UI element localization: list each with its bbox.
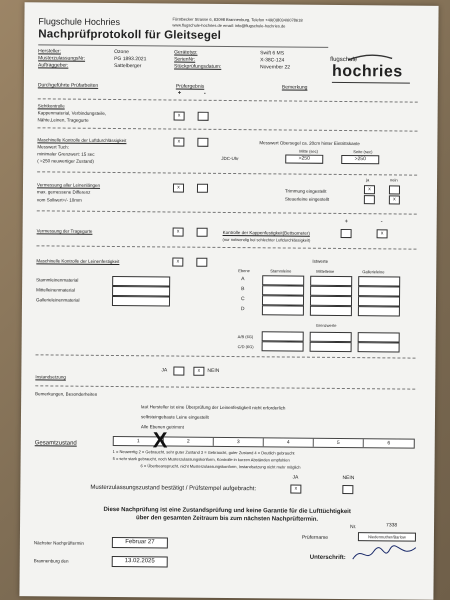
minus-header: - bbox=[203, 90, 206, 97]
steuerleine-label: Steuerleine eingestellt bbox=[284, 196, 330, 202]
instand-nein-checkbox[interactable]: x bbox=[193, 367, 204, 376]
bemerkung-line-1: laut Hersteller ist eine Überprüfung der Leinenfestigkeit nicht erforderlich bbox=[141, 404, 286, 411]
grid-b-gall[interactable] bbox=[358, 286, 400, 296]
ab-label: A/B (6G) bbox=[237, 334, 254, 340]
grenz-ab-stamm[interactable] bbox=[262, 331, 304, 341]
grid-a-gall[interactable] bbox=[358, 276, 400, 286]
ja-label: ja bbox=[366, 177, 370, 183]
stueckpruefung-label: Stückprüfungsdatum: bbox=[174, 63, 222, 70]
steuer-nein-checkbox[interactable]: x bbox=[389, 195, 400, 204]
gesamt-legend-2: 5 = sehr stark gebraucht, noch Musterzulassungskonform, Kontrolle in kurzen Abständen empfohlen bbox=[112, 455, 290, 463]
istwerte-label: Istwerte bbox=[312, 258, 329, 264]
naechster-termin-field[interactable]: Februar 27 bbox=[112, 537, 168, 548]
scale-cell-3[interactable]: 3 bbox=[214, 438, 264, 446]
vermessung-plus-checkbox[interactable]: x bbox=[173, 184, 184, 193]
address-line-1: Fürstbecker Strasse 6, 83098 Brannenburg, Telefon +49(0)8034/6078618 bbox=[172, 16, 303, 23]
tragegurte-minus-checkbox[interactable] bbox=[197, 228, 208, 237]
luft-plus-checkbox[interactable]: x bbox=[173, 138, 184, 147]
scale-cell-6[interactable]: 6 bbox=[387, 440, 391, 447]
bemerkung-line-2: selbsteingebaute Leine eingestellt bbox=[140, 414, 209, 420]
trimmung-nein-checkbox[interactable] bbox=[389, 185, 400, 194]
divider bbox=[35, 385, 415, 389]
bestaetigt-label: Musterzulassungszustand bestätigt / Prüfstempel aufgebracht: bbox=[90, 484, 257, 493]
divider bbox=[37, 210, 417, 214]
ebene-label: Ebene bbox=[238, 268, 250, 274]
address-line-2: www.flugschule-hochries.de email: info@flugschule-hochries.de bbox=[172, 22, 286, 29]
seriennr-label: SerienNr: bbox=[174, 56, 196, 63]
trimmung-label: Trimmung eingestellt bbox=[284, 188, 327, 194]
trimmung-ja-checkbox[interactable]: x bbox=[364, 185, 375, 194]
cd-label: C/D (6G) bbox=[237, 344, 254, 350]
instand-ja-checkbox[interactable] bbox=[173, 367, 184, 376]
grid-b-mittel[interactable] bbox=[310, 286, 352, 296]
jdc-label: JDC-Uhr bbox=[221, 155, 239, 162]
gesamt-legend-3: 6 = Überbeansprucht, nicht Musterzulassungskonform, Instandsetzung nicht mehr möglich bbox=[140, 463, 301, 470]
steuer-ja-checkbox[interactable] bbox=[364, 195, 375, 204]
mittelleinen-field[interactable] bbox=[112, 286, 170, 297]
luft-sub2: minimaler Grenzwert: 15 sec bbox=[37, 151, 95, 157]
vermessung-title: Vermessung aller Leinenlängen bbox=[36, 182, 101, 188]
form-title: Nachprüfprotokoll für Gleitsegel bbox=[38, 28, 222, 42]
plus-header: + bbox=[177, 90, 182, 97]
sichtkontrolle-sub1: Kappenmaterial, Verbindungsteile, bbox=[37, 110, 107, 116]
leinen-minus-checkbox[interactable] bbox=[196, 258, 207, 267]
kappe-plus-label: + bbox=[344, 219, 349, 226]
gallerieleinen-field[interactable] bbox=[112, 296, 170, 307]
luft-seite-label: Seite (sec) bbox=[353, 149, 373, 155]
grid-d-stamm[interactable] bbox=[262, 305, 304, 315]
tragegurte-plus-checkbox[interactable]: x bbox=[173, 228, 184, 237]
luft-title: Maschinelle Kontrolle der Luftdurchlässigkeit bbox=[37, 137, 127, 144]
mittelleinen-label: Mittelleinenmaterial bbox=[36, 287, 75, 293]
scale-cell-5[interactable]: 5 bbox=[314, 439, 364, 447]
grid-a-stamm[interactable] bbox=[262, 275, 304, 285]
grid-d-gall[interactable] bbox=[358, 306, 400, 316]
gallerieleinen-label: Gallerieleinenmaterial bbox=[35, 297, 80, 303]
inspection-form-sheet bbox=[19, 2, 438, 600]
auftraggeber-label: Auftraggeber: bbox=[38, 62, 69, 69]
vermessung-minus-checkbox[interactable] bbox=[197, 184, 208, 193]
geraetetyp-label: Gerätetyp: bbox=[174, 49, 198, 56]
col-stammleine: Stammleine bbox=[270, 268, 292, 274]
instand-nein-label: NEIN bbox=[207, 367, 220, 374]
kappe-minus-label: - bbox=[380, 219, 383, 226]
grid-d-mittel[interactable] bbox=[310, 306, 352, 316]
luft-remark: Messwert Obersegel ca. 20cm hinter Eintrittskante bbox=[259, 140, 360, 147]
disclaimer-line-1: Diese Nachprüfung ist eine Zustandsprüfung und keine Garantie für die Lufttüchtigkeit bbox=[103, 506, 351, 516]
bestaetigt-nein-label: NEIN bbox=[342, 474, 355, 482]
bemerkungen-title: Bemerkungen, Besonderheiten bbox=[35, 391, 98, 397]
ebene-d: D bbox=[240, 306, 245, 313]
hochries-logo bbox=[330, 49, 420, 81]
grenz-cd-mittel[interactable] bbox=[310, 342, 352, 352]
luft-minus-checkbox[interactable] bbox=[197, 138, 208, 147]
grid-c-gall[interactable] bbox=[358, 296, 400, 306]
stammleinen-field[interactable] bbox=[112, 276, 170, 287]
bemerkung-line-3: Alle Ebenen getrimmt bbox=[140, 424, 184, 430]
col-result-header: Prüfergebnis bbox=[175, 83, 205, 90]
divider bbox=[36, 245, 416, 249]
bestaetigt-nein-checkbox[interactable] bbox=[342, 485, 353, 494]
sichtkontrolle-plus-checkbox[interactable]: x bbox=[174, 112, 185, 121]
nr-label: Nr. bbox=[350, 524, 357, 531]
geraetetyp-value: Swift 6 MS bbox=[260, 50, 285, 57]
gesamtzustand-selected-mark: X bbox=[152, 427, 168, 453]
scale-cell-1[interactable]: 1 bbox=[114, 437, 164, 445]
divider bbox=[38, 98, 418, 102]
ebene-c: C bbox=[240, 296, 245, 303]
logo-small-text: flugschule bbox=[330, 56, 358, 64]
musterzulassung-label: MusterzulassungsNr: bbox=[38, 55, 86, 62]
grid-a-mittel[interactable] bbox=[310, 276, 352, 286]
leinen-title: Maschinelle Kontrolle der Leinenfestigkeit bbox=[36, 258, 120, 265]
luft-sub1: Messwert Tuch: bbox=[37, 144, 69, 150]
grenz-ab-gall[interactable] bbox=[358, 332, 400, 342]
tragegurte-title: Vermessung der Tragegurte bbox=[36, 228, 93, 234]
vermessung-sub2: vom Sollwert+/- 10mm bbox=[36, 197, 82, 203]
leinen-plus-checkbox[interactable]: x bbox=[172, 258, 183, 267]
sichtkontrolle-sub2: Nähte,Leinen, Tragegurte bbox=[37, 117, 89, 123]
ort-datum-label: Brannenburg den bbox=[33, 558, 69, 564]
ort-datum-field[interactable]: 13.02.2025 bbox=[112, 556, 168, 567]
grid-c-stamm[interactable] bbox=[262, 295, 304, 305]
logo-underline bbox=[332, 82, 410, 84]
nr-value: 7338 bbox=[386, 522, 398, 529]
unterschrift-label: Unterschrift: bbox=[309, 554, 346, 562]
grid-c-mittel[interactable] bbox=[310, 296, 352, 306]
ebene-b: B bbox=[241, 286, 245, 293]
vermessung-sub1: max. gemessene Differenz bbox=[36, 189, 91, 195]
grid-b-stamm[interactable] bbox=[262, 285, 304, 295]
disclaimer-line-2: über den gesamten Zeitraum bis zum nächsten Nachprüftermin. bbox=[136, 515, 319, 523]
bestaetigt-ja-label: JA bbox=[292, 474, 299, 481]
naechster-termin-label: Nächster Nachprüftermin bbox=[33, 540, 84, 546]
col-performed-header: Durchgeführte Prüfarbeiten bbox=[37, 82, 99, 89]
musterzulassung-value: PG 1893.2021 bbox=[114, 55, 147, 63]
kappe-plus-checkbox[interactable] bbox=[341, 229, 352, 238]
divider bbox=[36, 354, 416, 358]
stueckpruefung-value: November 22 bbox=[260, 64, 291, 71]
pruefername-label: Prüfername bbox=[301, 534, 329, 541]
title-underline bbox=[38, 44, 328, 48]
hersteller-label: Hersteller: bbox=[38, 48, 61, 55]
ebene-a: A bbox=[241, 276, 245, 283]
pruefername-stamp: Niedermuther/Barlow bbox=[358, 532, 416, 542]
instand-ja-label: JA bbox=[161, 367, 168, 374]
gesamtzustand-title: Gesamtzustand bbox=[34, 440, 77, 447]
bestaetigt-ja-checkbox[interactable]: x bbox=[290, 485, 301, 494]
kappenfestigkeit-title: Kontrolle der Kappenfestigkeit(Bettsometer) bbox=[222, 229, 310, 236]
hersteller-value: Ozone bbox=[114, 48, 129, 56]
divider bbox=[37, 127, 417, 131]
gesamt-legend-1: 1 = Neuwertig 2 = Gebraucht, sehr guter Zustand 3 = Gebraucht, guter Zustand 4 = Deutlich gebraucht bbox=[112, 448, 295, 456]
sichtkontrolle-title: Sichtkontrolle bbox=[37, 103, 65, 109]
nein-label: nein bbox=[390, 177, 398, 183]
grenzwerte-label: Grenzwerte bbox=[315, 322, 337, 328]
auftraggeber-value: Sattelberger bbox=[114, 62, 142, 70]
scale-cell-2[interactable]: 2 bbox=[164, 437, 214, 445]
grenz-cd-gall[interactable] bbox=[358, 342, 400, 352]
luft-sub3: ( >250 neuwertiger Zustand) bbox=[37, 158, 94, 164]
kappe-minus-checkbox[interactable]: x bbox=[377, 229, 388, 238]
grenz-cd-stamm[interactable] bbox=[262, 341, 304, 351]
scale-cell-4[interactable]: 4 bbox=[264, 438, 314, 446]
logo-big-text: hochries bbox=[331, 62, 403, 81]
sichtkontrolle-minus-checkbox[interactable] bbox=[198, 112, 209, 121]
school-name: Flugschule Hochries bbox=[38, 16, 121, 28]
col-gallerieleine: Gallerieleine bbox=[362, 269, 385, 275]
instandsetzung-title: Instandsetzung bbox=[35, 374, 66, 380]
luft-mitte-label: Mitte (sec) bbox=[299, 148, 319, 154]
divider bbox=[37, 171, 417, 175]
col-mittelleine: Mittelleine bbox=[316, 268, 335, 274]
signature-scribble bbox=[350, 543, 420, 566]
seriennr-value: X-38C-124 bbox=[260, 57, 285, 64]
col-remark-header: Bemerkung bbox=[281, 84, 308, 91]
grenz-ab-mittel[interactable] bbox=[310, 332, 352, 342]
kappenfestigkeit-sub: (nur notwendig bei schlechter Luftdurchlässigkeit) bbox=[222, 236, 311, 243]
luft-seite-field[interactable]: >250 bbox=[341, 155, 379, 164]
stammleinen-label: Stammleinenmaterial bbox=[36, 277, 79, 283]
luft-mitte-field[interactable]: >250 bbox=[285, 154, 323, 163]
